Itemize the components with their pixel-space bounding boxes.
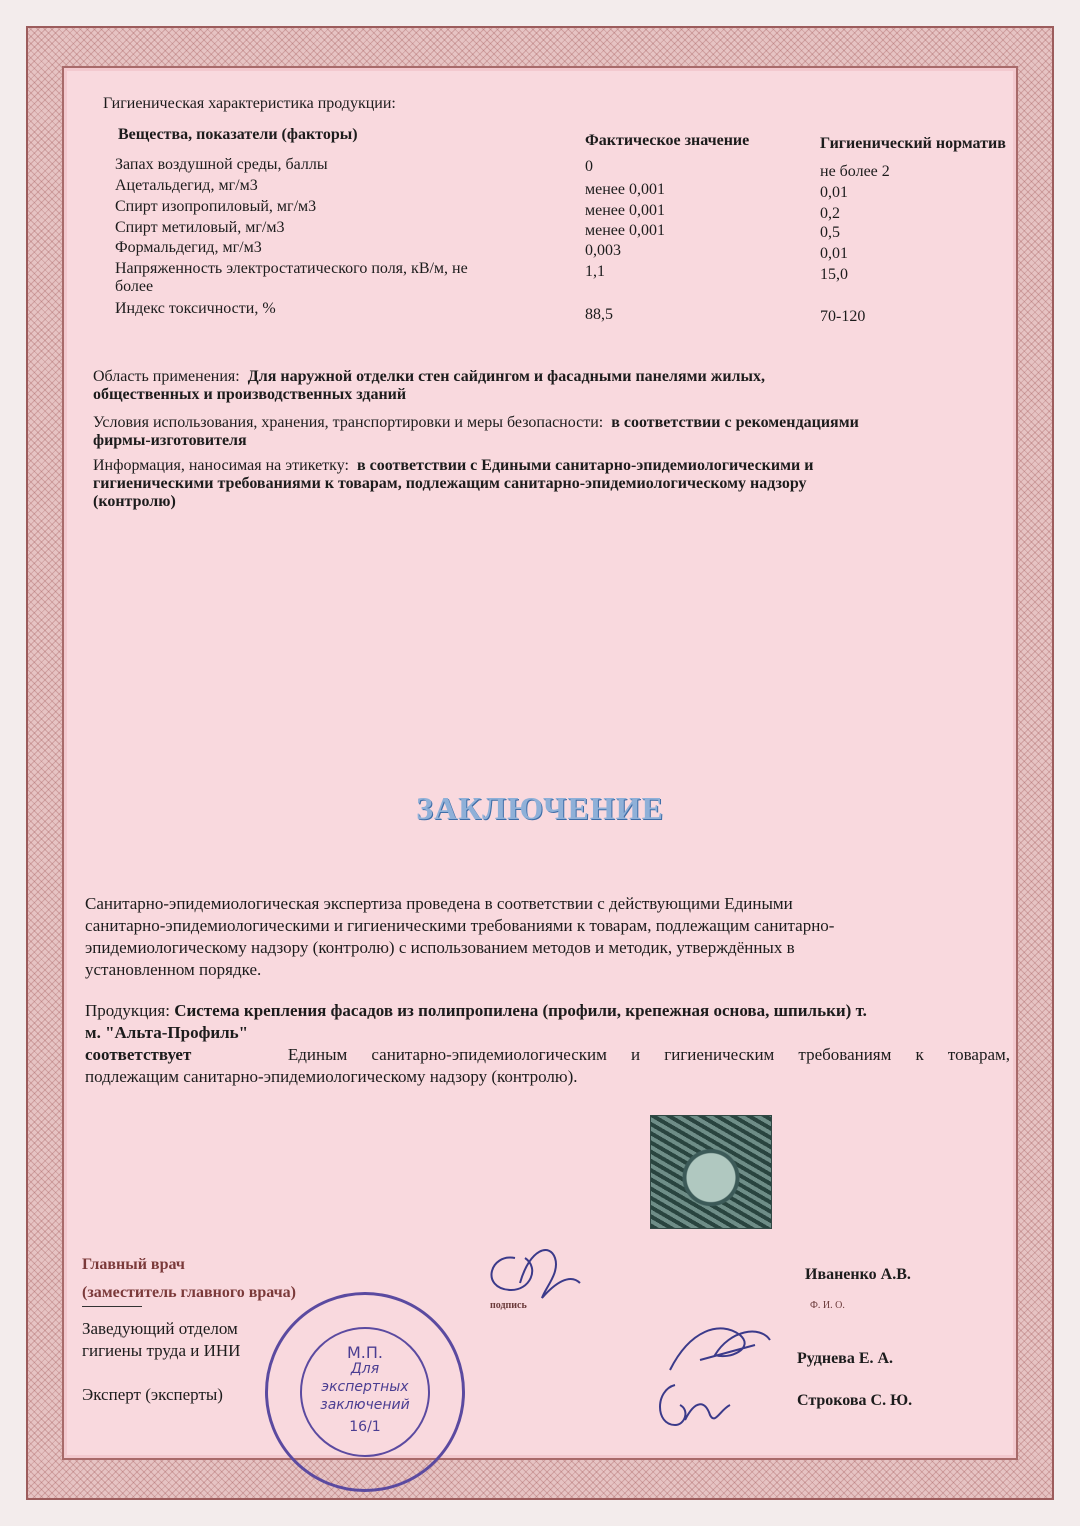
conditions-section [93,414,1013,450]
row-label: Индекс токсичности, % [115,300,276,317]
stamp-number: 16/1 [349,1419,381,1435]
head-role [82,1318,240,1362]
row-norm: 0,2 [820,205,840,222]
product-name: Система крепления фасадов из полипропилена (профили, крепежная основа, шпильки) т. [174,1001,867,1020]
expert-signature [650,1370,740,1440]
row-norm: 0,01 [820,245,848,262]
divider [82,1306,142,1307]
expert-role: Эксперт (эксперты) [82,1385,223,1404]
row-norm: 70-120 [820,308,866,325]
conditions-label: Условия использования, хранения, транспортировки и меры безопасности: [93,414,604,431]
label-info-label: Информация, наносимая на этикетку: [93,457,349,474]
conclusion-line: эпидемиологическому надзору (контролю) с использованием методов и методик, утверждённых в [85,938,795,957]
conclusion-text [85,893,1005,981]
conclusion-title: ЗАКЛЮЧЕНИЕ [416,790,664,826]
fio-caption: Ф. И. О. [810,1300,845,1311]
hologram-seal [650,1115,772,1229]
row-norm: 0,5 [820,224,840,241]
row-norm: 0,01 [820,184,848,201]
row-norm: не более 2 [820,163,890,180]
row-label-continued: более [115,278,154,295]
row-label: Спирт метиловый, мг/м3 [115,219,285,236]
application-value: Для наружной отделки стен сайдингом и фасадными панелями жилых, [247,368,766,385]
product-name-continued: м. "Альта-Профиль" [85,1023,249,1042]
signature-caption: подпись [490,1300,527,1311]
chief-name: Иваненко А.В. [805,1266,911,1283]
official-stamp [265,1292,465,1492]
row-label: Запах воздушной среды, баллы [115,156,328,173]
label-info-value: в соответствии с Едиными санитарно-эпидемиологическими и [356,457,814,474]
stamp-mp: М.П. [346,1343,383,1362]
expert-name: Строкова С. Ю. [797,1392,913,1409]
conclusion-line: санитарно-эпидемиологическими и гигиеническими требованиями к товарам, подлежащим санитарно- [85,916,835,935]
row-label: Спирт изопропиловый, мг/м3 [115,198,317,215]
row-fact: 0,003 [585,242,621,259]
chief-signature [470,1228,590,1308]
row-fact: менее 0,001 [585,181,665,198]
row-fact: 88,5 [585,306,613,323]
complies-label: соответствует [85,1045,192,1064]
row-label: Ацетальдегид, мг/м3 [115,177,258,194]
table-header-norm: Гигиенический норматив [820,135,1006,152]
stamp-line: заключений [320,1397,410,1413]
hygiene-header: Гигиеническая характеристика продукции: [103,95,396,112]
conclusion-line: Санитарно-эпидемиологическая экспертиза проведена в соответствии с действующими Едиными [85,894,793,913]
label-info-value-end: (контролю) [93,493,176,510]
chief-role: Главный врач [82,1256,185,1273]
product-label: Продукция: [85,1001,170,1020]
stamp-line: экспертных [321,1379,409,1395]
row-label: Формальдегид, мг/м3 [115,239,262,256]
head-role-line: Заведующий отделом [82,1319,238,1338]
complies-text: Единым санитарно-эпидемиологическим и гигиеническим требованиям к товарам, [287,1045,1011,1064]
label-info-value-continued: гигиеническими требованиями к товарам, подлежащим санитарно-эпидемиологическому надзору [93,475,807,492]
complies-text-continued: подлежащим санитарно-эпидемиологическому надзору (контролю). [85,1067,578,1086]
row-fact: менее 0,001 [585,222,665,239]
table-header-substance: Вещества, показатели (факторы) [118,126,358,143]
row-fact: 1,1 [585,263,605,280]
deputy-role: (заместитель главного врача) [82,1284,296,1301]
row-fact: менее 0,001 [585,202,665,219]
product-section [85,1000,1010,1088]
row-norm: 15,0 [820,266,848,283]
row-fact: 0 [585,158,593,175]
application-label: Область применения: [93,368,240,385]
table-header-fact: Фактическое значение [585,132,750,149]
conditions-value: в соответствии с рекомендациями [611,414,859,431]
head-name: Руднева Е. А. [797,1350,894,1367]
conclusion-line: установленном порядке. [85,960,262,979]
application-value-continued: общественных и производственных зданий [93,386,407,403]
head-role-line: гигиены труда и ИНИ [82,1341,241,1360]
conditions-value-continued: фирмы-изготовителя [93,432,247,449]
stamp-line: Для [350,1361,380,1377]
row-label: Напряженность электростатического поля, кВ/м, не [115,260,468,277]
application-section [93,368,993,404]
label-info-section [93,457,1013,511]
